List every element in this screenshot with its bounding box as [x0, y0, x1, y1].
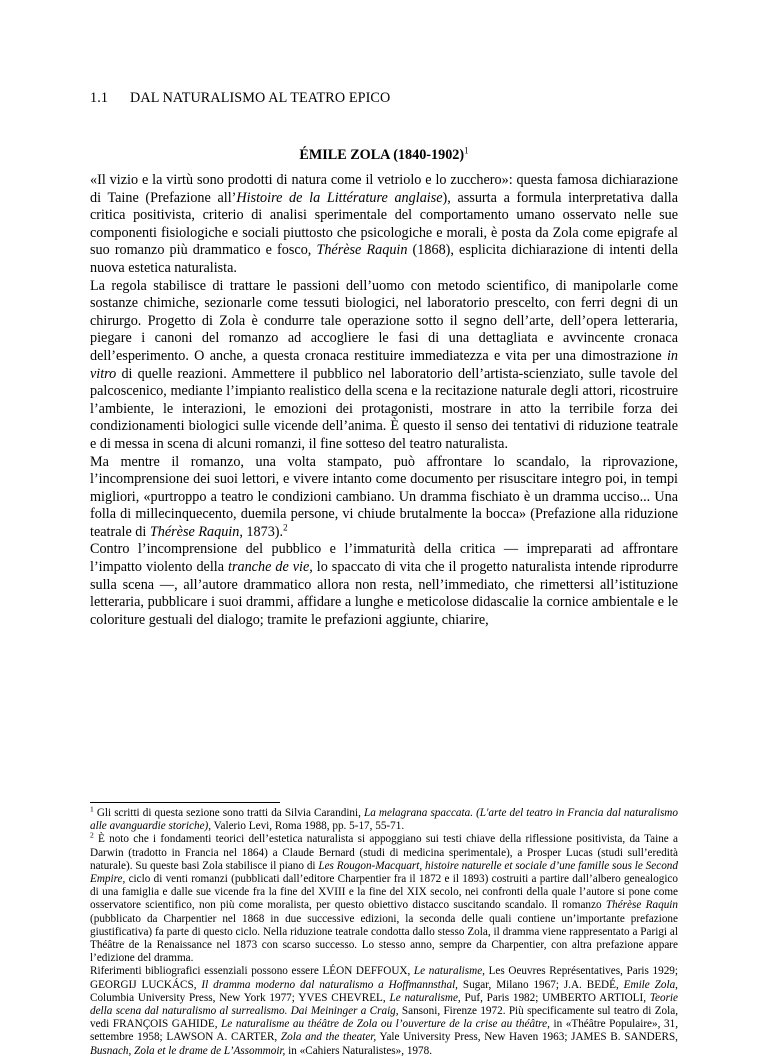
text-run: Riferimenti bibliografici essenziali possono essere LÉON DEFFOUX, — [90, 965, 414, 978]
text-run: Les Oeuvres Représentatives, Paris 1929; GEORGIJ LUCKÁCS, — [90, 965, 678, 991]
text-run: Contro l’incomprensione del pubblico e l’immaturità della critica — impreparati ad affrontare l’impatto violento della — [90, 541, 678, 576]
footnote-number: 1 — [90, 804, 94, 814]
text-run: Sansoni, Firenze 1972. Più specificamente sul teatro di Zola, vedi FRANÇOIS GAHIDE — [90, 1005, 678, 1031]
paragraph-3 — [90, 454, 678, 542]
footnote-number: 2 — [90, 830, 94, 840]
italic-title: , Le naturalisme au théâtre de Zola ou l’ouverture de la crise au théâtre, — [214, 1018, 550, 1031]
paragraph-4 — [90, 541, 678, 629]
italic-title: Thérèse Raquin — [316, 242, 408, 259]
italic-title: Thérèse Raquin — [605, 899, 678, 912]
text-run: in «Cahiers Naturalistes», 1978. — [285, 1044, 433, 1057]
text-run: «Il vizio e la virtù sono prodotti di natura come il vetriolo e lo zucchero»: questa famosa dichiarazione di Taine (Prefazione all’ — [90, 172, 678, 206]
author-title — [0, 147, 768, 164]
text-run: Sugar, Milano 1967; J.A. BEDÉ, — [457, 978, 624, 991]
section-heading — [90, 90, 390, 107]
text-run: (1868), esplicita dichiarazione di intenti della nuova estetica naturalista. — [90, 242, 678, 276]
text-run: in «Théâtre Populaire», 31, settembre 1958; LAWSON A. CARTER, — [90, 1018, 678, 1044]
italic-title: Les Rougon-Macquart, histoire naturelle et sociale d’une famille sous le Second Empire, — [90, 859, 678, 886]
italic-title: Il dramma moderno dal naturalismo a Hoffmannsthal, — [201, 978, 458, 991]
italic-title: Busnach, Zola et le drame de L’Assommoir, — [90, 1044, 286, 1057]
footnote-bibliography — [90, 965, 678, 1057]
paragraph-2 — [90, 278, 678, 454]
text-run: (pubblicato da Charpentier nel 1868 in due successive edizioni, la seconda delle quali contiene un’importante prefazione giustificativa) fa parte di questo ciclo. Nella riduzione teatrale condotta dallo stesso Zola, il dramma viene rappresentato a Parigi al Théâtre de la Renaissance nel 1873 con scarso successo. Lo stesso anno, sempre da Charpentier, con altra prefazione appare l’edizione del dramma. — [90, 912, 678, 965]
italic-title: Le naturalisme, — [413, 965, 485, 978]
text-run: Columbia University Press, New York 1977; YVES CHEVREL, — [90, 991, 390, 1004]
footnote-separator — [90, 802, 280, 803]
section-title: DAL NATURALISMO AL TEATRO EPICO — [130, 90, 391, 106]
text-run: di quelle reazioni. Ammettere il pubblico nel laboratorio dell’artista-scienziato, sulle tavole del palcoscenico, mediante l’impianto realistico della scena e la recitazione naturale degli attori, ricostruire l’ambiente, le interazioni, le emozioni dei protagonisti, mostrare in atto la terribile forza dei condizionamenti biologici sulle vicende dell’anima. È questo il senso dei tentativi di riduzione teatrale e di messa in scena di alcuni romanzi, il fine sotteso del teatro naturalista. — [90, 365, 678, 452]
italic-term: in vitro — [90, 347, 678, 382]
body-text — [90, 172, 678, 629]
author-name: ÉMILE ZOLA (1840-1902) — [299, 147, 465, 163]
text-run: ), assurta a formula interpretativa dalla critica positivista, criterio di analisi sperimentale del comportamento umano osservato nelle sue componenti fisiologiche e sociali piuttosto che psicologiche e morali, è posta da Zola come epigrafe al suo romanzo più drammatico e fosco, — [90, 189, 679, 259]
text-run: ciclo di venti romanzi (pubblicati dall’editore Charpentier fra il 1872 e il 1893) costruiti a partire dall’albero genealogico di una famiglia e dalle sue vicende fra la fine del XVIII e la fine del XIX secolo, nei confronti della quale l’autore si pone come osservatore scientifico, non più come moralista, per questo obiettivo distacco suscitando scandalo. Il romanzo — [90, 873, 678, 912]
italic-title: Thérèse Raquin, — [149, 523, 243, 540]
footnotes — [90, 804, 679, 1058]
italic-title: Le naturalisme, — [389, 991, 461, 1004]
text-run: Puf, Paris 1982; UMBERTO ARTIOLI — [460, 991, 644, 1004]
italic-title: Emile Zola, — [623, 978, 678, 991]
text-run: La regola stabilisce di trattare le passioni dell’uomo con metodo scientifico, di manipolarle come sostanze chimiche, sezionarle come tessuti biologici, nel laboratorio prescelto, con ferri degni di un chirurgo. Progetto di Zola è condurre tale operazione sotto il segno dell’arte, dell’opera letteraria, piegare i canoni del romanzo ad accogliere le fasi di una dettagliata e avvincente cronaca dell’esperimento. O anche, a questa cronaca restituire immediatezza e vita per una dimostrazione — [90, 277, 678, 364]
footnote-2 — [90, 830, 678, 965]
italic-title: , Teorie della scena dal naturalismo al surrealismo. Dai Meininger a Craig, — [90, 991, 679, 1018]
text-run: Gli scritti di questa sezione sono tratti da Silvia Carandini, — [93, 807, 364, 819]
footnote-ref-2: 2 — [283, 522, 288, 533]
italic-title: Zola and the theater, — [280, 1031, 377, 1044]
text-run: 1873). — [242, 523, 284, 540]
footnote-ref-1: 1 — [464, 145, 469, 156]
italic-title: La melagrana spaccata. (L'arte del teatro in Francia dal naturalismo alle avanguardie storiche) — [90, 807, 678, 833]
text-run: Yale University Press, New Haven 1963; JAMES B. SANDERS, — [376, 1031, 678, 1044]
text-run: lo spaccato di vita che il progetto naturalista intende riprodurre sulla scena —, all’autore drammatico allora non resta, nell’immediato, che rimettersi all’istituzione letteraria, pubblicare i suoi drammi, affidare a lunghe e meticolose didascalie la cornice ambientale e le coloriture gestuali del dialogo; tramite le prefazioni aggiunte, chiarire, — [90, 559, 679, 628]
text-run: Ma mentre il romanzo, una volta stampato, può affrontare lo scandalo, la riprovazione, l’incomprensione dei suoi lettori, e vivere intanto come documento per risuscitare integro poi, in tempi migliori, «purtroppo a teatro le condizioni cambiano. Un dramma fischiato è un dramma ucciso... Una folla di millecinquecento, duemila persone, vi chiude brutalmente la bocca» (Prefazione alla riduzione teatrale di — [90, 453, 678, 540]
footnote-1 — [90, 804, 678, 833]
italic-term: tranche de vie, — [228, 559, 313, 576]
section-number: 1.1 — [90, 90, 109, 106]
paragraph-1 — [90, 172, 678, 278]
text-run: , Valerio Levi, Roma 1988, pp. 5-17, 55-71. — [208, 820, 405, 833]
text-run: È noto che i fondamenti teorici dell’estetica naturalista si appoggiano sui testi chiave della riflessione positivista, da Taine a Darwin (tradotto in Francia nel 1864) a Claude Bernard (studi di medicina sperimentale), a Prosper Lucas (studi sull’eredità naturale). Su queste basi Zola stabilisce il piano di — [90, 833, 678, 872]
italic-title: Histoire de la Littérature anglaise — [236, 189, 443, 206]
